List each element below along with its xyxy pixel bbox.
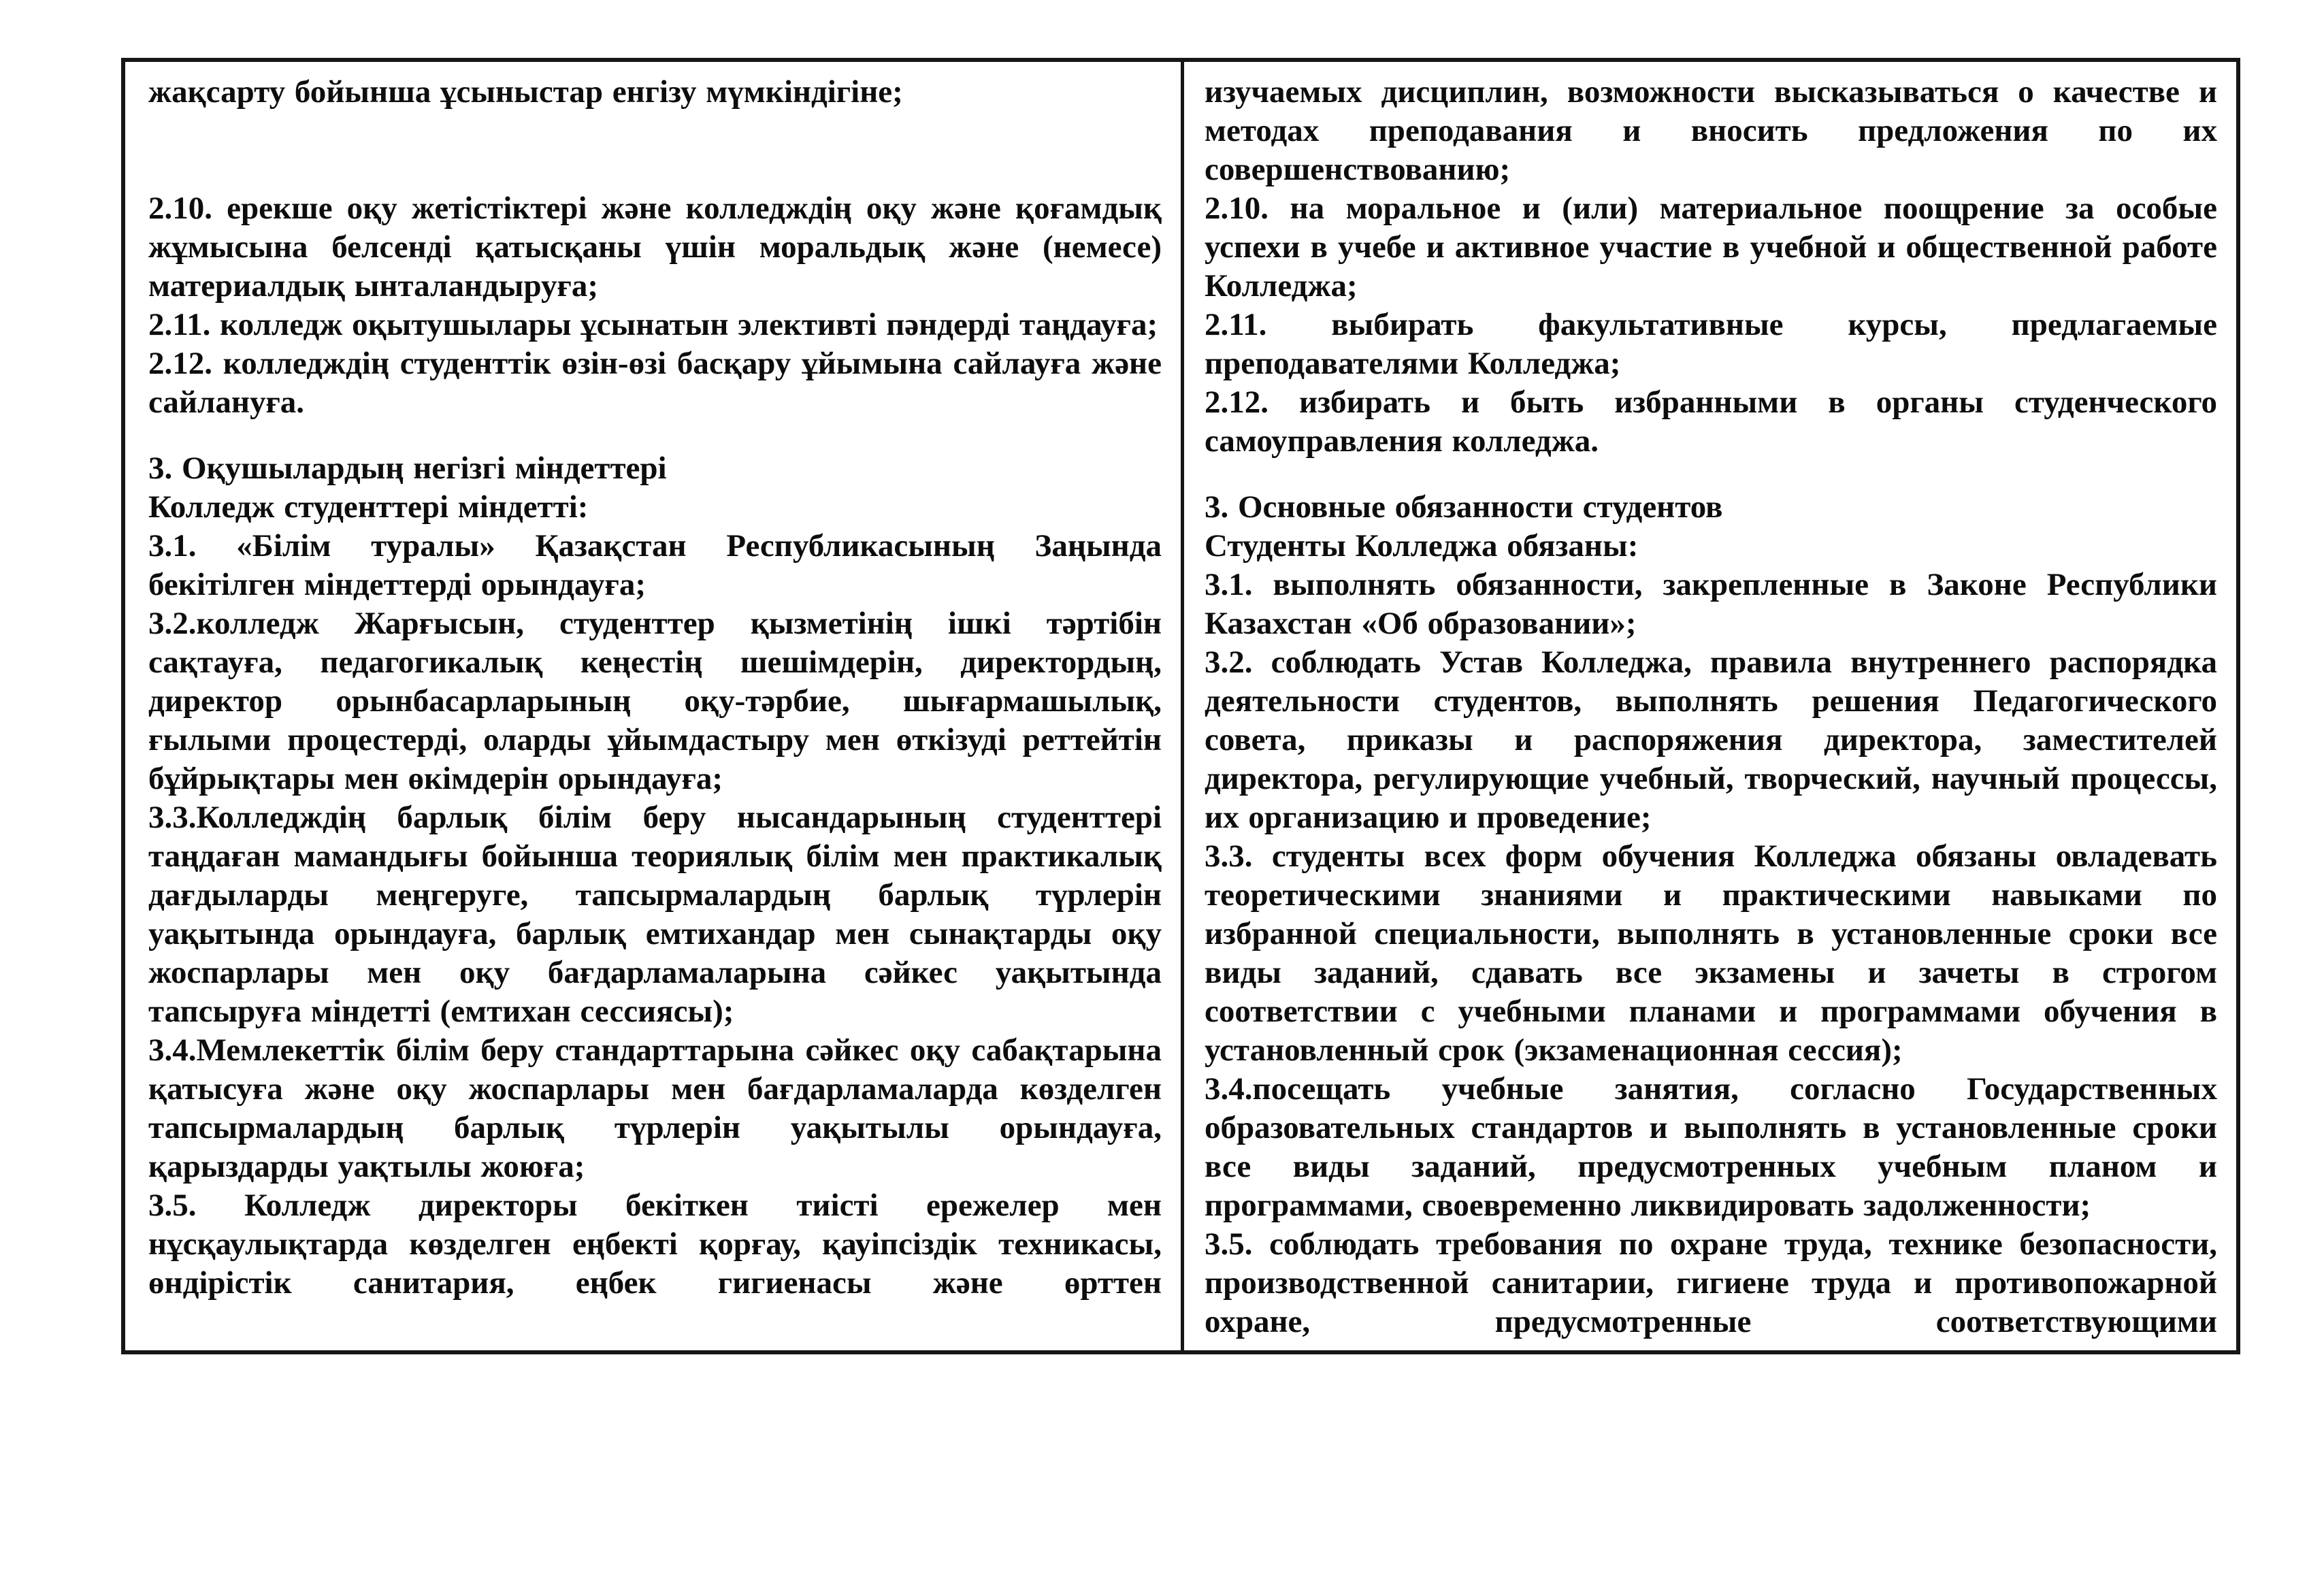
ru-clause-2-10: 2.10. на моральное и (или) материальное поощрение за особые успехи в учебе и активное участие в учебной и общественной работе Колледжа; (1205, 191, 2217, 304)
ru-clause-3-2: 3.2. соблюдать Устав Колледжа, правила внутреннего распорядка деятельности студентов, выполнять решения Педагогического совета, приказы и распоряжения директора, заместителей директора, регулирующие учебный, творческий, научный процессы, их организацию и проведение; (1205, 645, 2217, 835)
ru-clause-3-1: 3.1. выполнять обязанности, закрепленные в Законе Республики Казахстан «Об образовании»; (1205, 567, 2217, 641)
kk-clause-2-12: 2.12. колледждің студенттік өзін-өзі басқару ұйымына сайлауға және сайлануға. (148, 346, 1162, 420)
kk-section-3-intro: Колледж студенттері міндетті: (148, 489, 589, 525)
document-table (121, 58, 2240, 1354)
ru-clause-3-5: 3.5. соблюдать требования по охране труда, технике безопасности, производственной санитарии, гигиене труда и противопожарной охране, предусмотренные соответствующими (1205, 1226, 2217, 1339)
ru-section-3-heading: 3. Основные обязанности студентов (1205, 489, 1723, 525)
kk-clause-3-4: 3.4.Мемлекеттік білім беру стандарттарына сәйкес оқу сабақтарына қатысуға және оқу жоспарлары мен бағдарламаларда көзделген тапсырмалардың барлық түрлерін уақытылы орындауға, қарыздарды уақтылы жоюға; (148, 1032, 1162, 1184)
ru-clause-3-4: 3.4.посещать учебные занятия, согласно Государственных образовательных стандартов и выполнять в установленные сроки все виды заданий, предусмотренных учебным планом и программами, своевременно ликвидировать задолженности; (1205, 1071, 2217, 1223)
ru-clause-continuation: изучаемых дисциплин, возможности высказываться о качестве и методах преподавания и вносить предложения по их совершенствованию; (1205, 74, 2217, 187)
kk-clause-3-2: 3.2.колледж Жарғысын, студенттер қызметінің ішкі тәртібін сақтауға, педагогикалық кеңестің шешімдерін, директордың, директор орынбасарларының оқу-тәрбие, шығармашылық, ғылыми процестерді, оларды ұйымдастыру мен өткізуді реттейтін бұйрықтары мен өкімдерін орындауға; (148, 606, 1162, 796)
ru-section-gap (1205, 461, 2217, 488)
ru-section-3-intro: Студенты Колледжа обязаны: (1205, 528, 1639, 564)
kk-clause-3-3: 3.3.Колледждің барлық білім беру нысандарының студенттері таңдаған мамандығы бойынша теориялық білім мен практикалық дағдыларды меңгеруге, тапсырмалардың барлық түрлерін уақытында орындауға, барлық емтихандар мен сынақтарды оқу жоспарлары мен оқу бағдарламаларына сәйкес уақытында тапсыруға міндетті (емтихан сессиясы); (148, 800, 1162, 1029)
kk-clause-2-11: 2.11. колледж оқытушылары ұсынатын элективті пәндерді таңдауға; (148, 307, 1158, 342)
ru-clause-2-12: 2.12. избирать и быть избранными в органы студенческого самоуправления колледжа. (1205, 385, 2217, 459)
ru-clause-2-11: 2.11. выбирать факультативные курсы, предлагаемые преподавателями Колледжа; (1205, 307, 2217, 381)
kk-section-3-heading: 3. Оқушылардың негізгі міндеттері (148, 451, 667, 486)
kk-clause-2-10: 2.10. ерекше оқу жетістіктері және колледждің оқу және қоғамдық жұмысына белсенді қатысқаны үшін моральдық және (немесе) материалдық ынталандыруға; (148, 191, 1162, 304)
kazakh-column (125, 62, 1181, 1350)
kk-blank-gap (148, 112, 1162, 189)
kk-clause-continuation: жақсарту бойынша ұсыныстар енгізу мүмкіндігіне; (148, 74, 903, 110)
kk-clause-3-5: 3.5. Колледж директоры бекіткен тиісті ережелер мен нұсқаулықтарда көзделген еңбекті қорғау, қауіпсіздік техникасы, өндірістік санитария, еңбек гигиенасы және өрттен (148, 1188, 1162, 1301)
kk-clause-3-1: 3.1. «Білім туралы» Қазақстан Республикасының Заңында бекітілген міндеттерді орындауға; (148, 528, 1162, 602)
ru-clause-3-3: 3.3. студенты всех форм обучения Колледжа обязаны овладевать теоретическими знаниями и практическими навыками по избранной специальности, выполнять в установленные сроки все виды заданий, сдавать все экзамены и зачеты в строгом соответствии с учебными планами и программами обучения в установленный срок (экзаменационная сессия); (1205, 838, 2217, 1068)
kk-section-gap (148, 422, 1162, 449)
russian-column (1181, 62, 2236, 1350)
